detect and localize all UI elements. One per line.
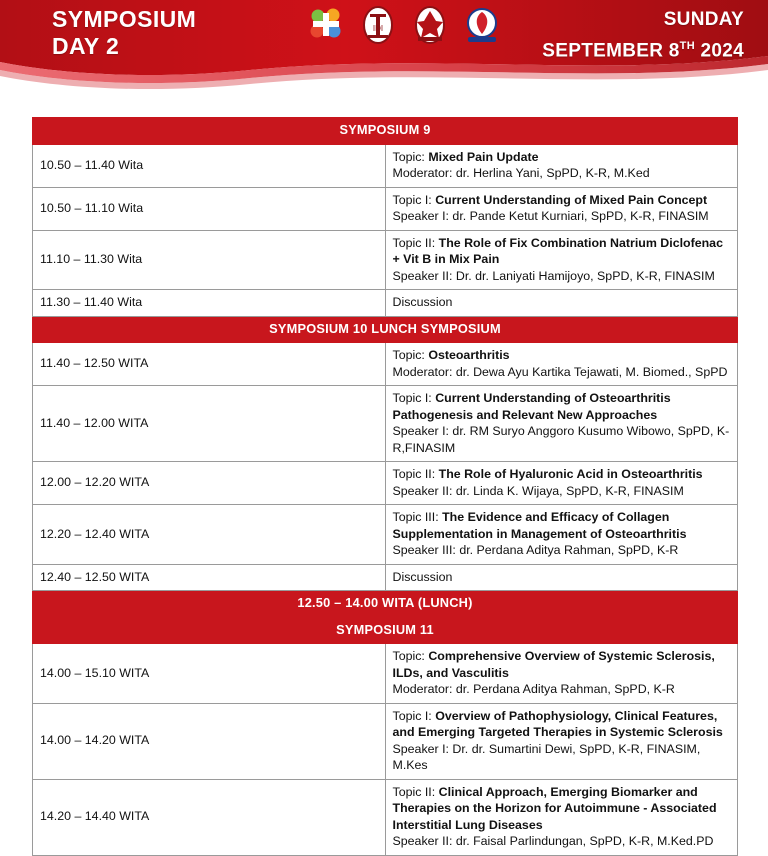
session-detail	[385, 144, 738, 187]
session-time: 14.20 – 14.40 WITA	[33, 779, 386, 855]
session-topic-line	[393, 149, 731, 166]
session-speaker-line	[393, 165, 731, 182]
session-speaker-label: Moderator:	[392, 364, 456, 379]
page-title-line2: DAY 2	[52, 33, 120, 59]
session-topic-label: Topic I:	[392, 192, 436, 207]
table-row	[33, 564, 738, 591]
session-speaker-label: Speaker II:	[392, 483, 456, 498]
session-topic-label: Topic II:	[392, 467, 439, 481]
session-speaker-value: dr. Dewa Ayu Kartika Tejawati, M. Biomed., SpPD	[455, 364, 728, 379]
section-band	[33, 591, 738, 618]
session-topic-label: Topic:	[392, 348, 429, 362]
section-band-label: SYMPOSIUM 9	[33, 118, 738, 145]
session-topic-value: Discussion	[392, 295, 453, 309]
session-detail	[385, 505, 738, 565]
session-topic-line	[393, 235, 731, 268]
session-time: 11.40 – 12.00 WITA	[33, 386, 386, 462]
session-detail	[385, 564, 738, 591]
session-topic-line	[393, 509, 731, 542]
page-header	[0, 0, 768, 92]
session-speaker-label: Speaker II:	[392, 834, 456, 848]
session-speaker-line	[393, 833, 731, 850]
event-date-ordinal: TH	[679, 40, 695, 52]
perhimpunan-logo	[410, 4, 450, 46]
session-detail	[385, 187, 738, 230]
session-topic-value: Osteoarthritis	[428, 348, 510, 362]
schedule-table-wrapper	[32, 117, 738, 856]
page-title	[52, 6, 196, 60]
session-detail	[385, 779, 738, 855]
section-band	[33, 316, 738, 343]
session-topic-label: Topic III:	[392, 510, 443, 524]
session-topic-value: Discussion	[392, 569, 453, 584]
session-speaker-line	[393, 681, 731, 698]
table-row	[33, 187, 738, 230]
schedule-table	[32, 117, 738, 856]
session-speaker-line	[393, 364, 731, 381]
session-speaker-value: Dr. dr. Laniyati Hamijoyo, SpPD, K-R, FINASIM	[455, 268, 715, 283]
session-speaker-value: Dr. dr. Sumartini Dewi, SpPD, K-R, FINASIM, M.Kes	[392, 741, 701, 772]
session-topic-value: Current Understanding of Osteoarthritis Pathogenesis and Relevant New Approaches	[392, 391, 671, 422]
session-detail	[385, 343, 738, 386]
session-speaker-line	[393, 423, 731, 456]
session-time: 14.00 – 14.20 WITA	[33, 703, 386, 779]
session-speaker-label: Speaker III:	[392, 543, 460, 557]
session-speaker-value: dr. Perdana Aditya Rahman, SpPD, K-R	[459, 543, 679, 557]
session-topic-line	[393, 569, 731, 586]
table-row	[33, 290, 738, 317]
session-topic-label: Topic:	[392, 649, 429, 663]
session-time: 12.40 – 12.50 WITA	[33, 564, 386, 591]
svg-text:IDI: IDI	[372, 24, 384, 33]
session-speaker-value: dr. RM Suryo Anggoro Kusumo Wibowo, SpPD, K-R,FINASIM	[392, 424, 730, 455]
session-topic-line	[393, 784, 731, 834]
session-speaker-label: Moderator:	[392, 166, 456, 180]
session-speaker-label: Speaker I:	[392, 741, 453, 756]
session-topic-value: Overview of Pathophysiology, Clinical Features, and Emerging Targeted Therapies in Systemic Sclerosis	[392, 708, 723, 739]
session-time: 11.40 – 12.50 WITA	[33, 343, 386, 386]
session-topic-line	[393, 347, 731, 364]
page-title-line1: SYMPOSIUM	[52, 6, 197, 32]
event-day: SUNDAY	[663, 9, 744, 30]
session-speaker-value: dr. Herlina Yani, SpPD, K-R, M.Ked	[455, 166, 650, 180]
session-topic-line	[393, 192, 731, 209]
session-speaker-label: Speaker I:	[392, 424, 453, 438]
idi-logo	[358, 4, 398, 46]
table-row	[33, 386, 738, 462]
reumatologi-logo	[462, 4, 502, 46]
event-date	[542, 6, 744, 64]
pbpapdi-logo	[306, 4, 346, 46]
session-speaker-value: dr. Linda K. Wijaya, SpPD, K-R, FINASIM	[455, 483, 684, 498]
table-row	[33, 703, 738, 779]
event-date-main: SEPTEMBER 8	[542, 40, 680, 62]
session-topic-value: Current Understanding of Mixed Pain Concept	[435, 192, 708, 207]
section-band-label: SYMPOSIUM 10 LUNCH SYMPOSIUM	[33, 316, 738, 343]
session-topic-value: The Evidence and Efficacy of Collagen Supplementation in Management of Osteoarthritis	[392, 510, 687, 541]
session-speaker-label: Speaker I:	[392, 209, 453, 223]
logo-group	[306, 2, 502, 48]
session-topic-value: The Role of Fix Combination Natrium Diclofenac + Vit B in Mix Pain	[392, 235, 723, 266]
section-band-label: 12.50 – 14.00 WITA (LUNCH)	[33, 591, 738, 618]
table-row	[33, 779, 738, 855]
session-time: 11.10 – 11.30 Wita	[33, 230, 386, 290]
table-row	[33, 505, 738, 565]
session-speaker-value: dr. Pande Ketut Kurniari, SpPD, K-R, FINASIM	[452, 209, 709, 223]
session-detail	[385, 386, 738, 462]
session-topic-value: Mixed Pain Update	[428, 149, 539, 164]
session-speaker-line	[393, 542, 731, 559]
session-topic-line	[393, 466, 731, 483]
session-topic-value: The Role of Hyaluronic Acid in Osteoarthritis	[438, 467, 703, 481]
session-speaker-line	[393, 268, 731, 285]
session-topic-label: Topic:	[392, 149, 429, 164]
session-time: 12.20 – 12.40 WITA	[33, 505, 386, 565]
session-topic-label: Topic I:	[392, 708, 436, 723]
section-band	[33, 617, 738, 644]
table-row	[33, 343, 738, 386]
session-time: 14.00 – 15.10 WITA	[33, 644, 386, 704]
table-row	[33, 462, 738, 505]
session-topic-label: Topic II:	[392, 235, 439, 250]
session-detail	[385, 703, 738, 779]
table-row	[33, 230, 738, 290]
session-speaker-label: Speaker II:	[392, 268, 456, 283]
session-topic-line	[393, 708, 731, 741]
table-row	[33, 144, 738, 187]
session-time: 12.00 – 12.20 WITA	[33, 462, 386, 505]
session-topic-value: Comprehensive Overview of Systemic Sclerosis, ILDs, and Vasculitis	[392, 649, 715, 680]
event-date-year: 2024	[700, 40, 744, 62]
session-topic-value: Clinical Approach, Emerging Biomarker and Therapies on the Horizon for Autoimmune - Associated Interstitial Lung Diseases	[392, 784, 717, 832]
session-detail	[385, 462, 738, 505]
session-speaker-value: dr. Perdana Aditya Rahman, SpPD, K-R	[455, 682, 675, 696]
table-row	[33, 644, 738, 704]
session-time: 10.50 – 11.40 Wita	[33, 144, 386, 187]
session-topic-line	[393, 390, 731, 423]
session-topic-label: Topic II:	[392, 784, 439, 799]
session-topic-label: Topic I:	[392, 391, 436, 405]
session-speaker-label: Moderator:	[392, 682, 456, 696]
session-speaker-line	[393, 741, 731, 774]
session-time: 11.30 – 11.40 Wita	[33, 290, 386, 317]
session-topic-line	[393, 648, 731, 681]
session-speaker-line	[393, 483, 731, 500]
session-detail	[385, 290, 738, 317]
event-date-line	[542, 33, 744, 64]
session-detail	[385, 230, 738, 290]
session-speaker-line	[393, 208, 731, 225]
section-band	[33, 118, 738, 145]
session-detail	[385, 644, 738, 704]
session-time: 10.50 – 11.10 Wita	[33, 187, 386, 230]
section-band-label: SYMPOSIUM 11	[33, 617, 738, 644]
session-speaker-value: dr. Faisal Parlindungan, SpPD, K-R, M.Ked.PD	[455, 834, 714, 848]
session-topic-line	[393, 294, 731, 311]
